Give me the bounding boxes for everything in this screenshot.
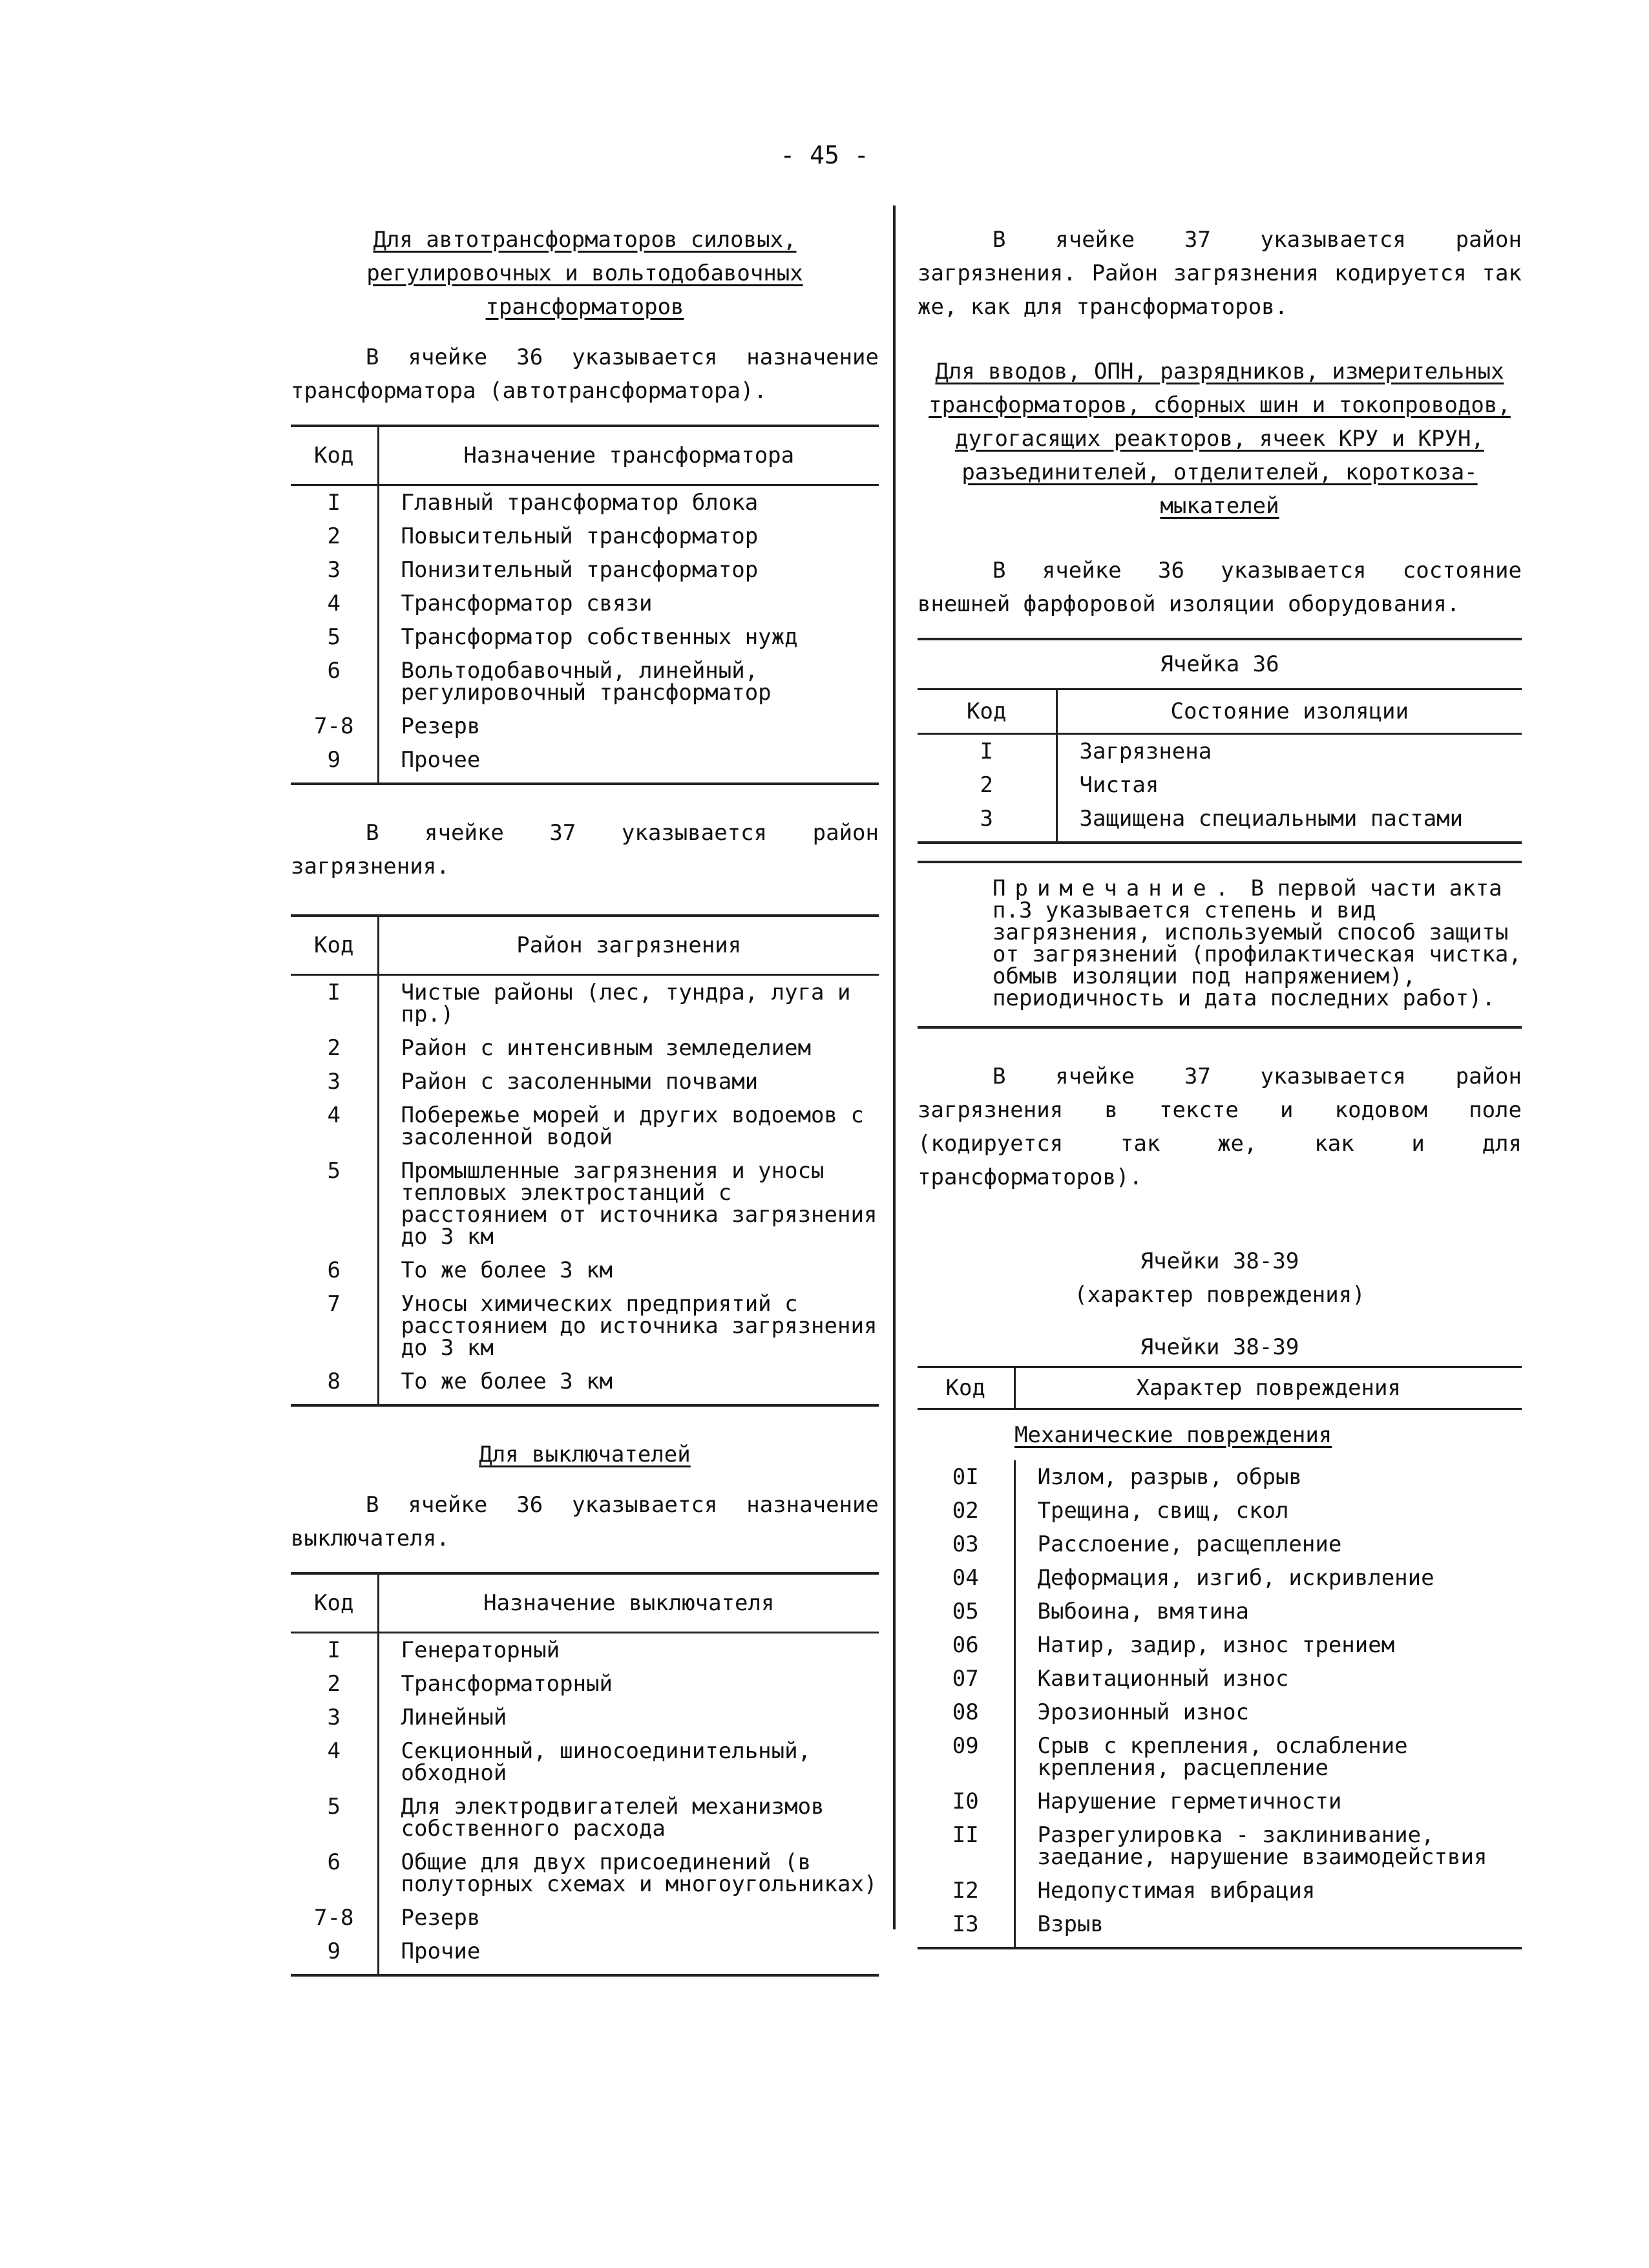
row-description: Прочие [401,1938,481,1964]
row-description: Район с засоленными почвами [401,1069,759,1095]
row-description: Трансформаторный [401,1671,613,1697]
damage-category-mechanical: Механические повреждения [1014,1422,1332,1448]
row-code: 0I [918,1460,1014,1494]
table-row [918,734,1522,769]
cells-38-39-title: Ячейки 38-39 [1140,1248,1299,1274]
row-description: Трансформатор собственных нужд [401,624,798,650]
row-code: 5 [291,1790,378,1845]
column-divider [893,205,896,1929]
row-description: Главный трансформатор блока [401,490,759,516]
heading-line: разъединителей, отделителей, короткоза- [961,459,1478,485]
row-description: Защищена специальными пастами [1079,806,1464,832]
table-caption: Ячейка 36 [918,639,1522,689]
table-row [918,1561,1522,1595]
row-code: II [918,1818,1014,1874]
table-row [291,1845,879,1901]
paragraph-cell37: В ячейке 37 указывается район загрязнения. [291,820,879,879]
row-code: 6 [291,1845,378,1901]
section-heading-equipment [918,355,1522,523]
table-row [291,520,879,553]
note-label: Примечание. [993,876,1238,901]
cells-38-39-subtitle: (характер повреждения) [1074,1282,1365,1308]
row-code: 3 [291,1701,378,1734]
row-code: I [291,485,378,520]
table-row [291,1254,879,1287]
row-code: 09 [918,1729,1014,1785]
table-row [918,1628,1522,1662]
row-code: 08 [918,1696,1014,1729]
row-code: 07 [918,1662,1014,1696]
table-row [291,1031,879,1065]
row-description: Чистая [1079,772,1159,798]
paragraph-cell37-text-field: В ячейке 37 указывается район загрязнения в тексте и кодовом поле (кодируется так же, как и для трансформаторов). [918,1064,1522,1190]
table-row [291,1667,879,1701]
heading-line: Для вводов, ОПН, разрядников, измерительных [935,359,1504,384]
row-code: 04 [918,1561,1014,1595]
row-description: Промышленные загрязнения и уносы тепловых электростанций с расстоянием от источника загрязнения до 3 км [401,1158,877,1250]
column-header-code: Код [918,1367,1014,1409]
heading-line: трансформаторов [485,294,684,320]
row-code: 2 [291,1031,378,1065]
table-row [918,1528,1522,1561]
column-header-code: Код [291,426,378,485]
table-row [291,587,879,620]
row-code: 3 [291,553,378,587]
table-row [918,1595,1522,1628]
row-code: 2 [291,1667,378,1701]
row-description: Срыв с крепления, ослабление крепления, расцепление [1037,1733,1408,1781]
column-header-insulation: Состояние изоляции [1056,689,1522,734]
paragraph-switch-cell36: В ячейке 36 указывается назначение выключателя. [291,1492,879,1551]
row-code: 4 [291,1098,378,1154]
row-code: 6 [291,1254,378,1287]
row-description: Повысительный трансформатор [401,523,759,549]
paragraph-insulation-cell36: В ячейке 36 указывается состояние внешней фарфоровой изоляции оборудования. [918,558,1522,617]
row-description: Секционный, шиносоединительный, обходной [401,1738,812,1786]
row-code: 7 [291,1287,378,1365]
row-description: Прочее [401,747,481,773]
row-description: Трансформатор связи [401,591,653,616]
row-code: I2 [918,1874,1014,1907]
pollution-area-table [291,914,879,1407]
table-row [291,654,879,709]
row-code: I [918,734,1056,769]
row-code: 8 [291,1365,378,1405]
heading-line: трансформаторов, сборных шин и токопроводов, [929,392,1511,418]
column-header-purpose: Назначение трансформатора [378,426,879,485]
column-header-area: Район загрязнения [378,916,879,975]
table-row [291,1065,879,1098]
right-column [918,223,1522,1949]
row-code: I [291,975,378,1032]
row-description: Понизительный трансформатор [401,557,759,583]
table-row [291,743,879,784]
row-description: Резерв [401,713,481,739]
table-row [291,1901,879,1935]
section-heading-switches [291,1438,879,1471]
row-code: I [291,1633,378,1668]
damage-type-table [918,1328,1522,1949]
row-description: Уносы химических предприятий с расстоянием до источника загрязнения до 3 км [401,1291,877,1361]
row-code: 7-8 [291,709,378,743]
row-code: 4 [291,1734,378,1790]
column-header-code: Код [918,689,1056,734]
row-code: 3 [291,1065,378,1098]
row-description: Кавитационный износ [1037,1666,1289,1692]
note-block [918,861,1522,1029]
heading-line: регулировочных и вольтодобавочных [366,260,803,286]
heading-line: Для автотрансформаторов силовых, [373,227,797,253]
row-description: Излом, разрыв, обрыв [1037,1464,1302,1490]
row-description: Натир, задир, износ трением [1037,1632,1395,1658]
row-description: Выбоина, вмятина [1037,1599,1250,1624]
table-row [918,1818,1522,1874]
table-row [291,1633,879,1668]
table-row [291,709,879,743]
row-code: 03 [918,1528,1014,1561]
row-description: Недопустимая вибрация [1037,1878,1316,1904]
row-description: Чистые районы (лес, тундра, луга и пр.) [401,980,851,1027]
table-caption: Ячейки 38-39 [918,1328,1522,1367]
row-description: Загрязнена [1079,739,1212,764]
table-row [291,1790,879,1845]
table-row [918,1785,1522,1818]
table-row [291,1098,879,1154]
row-code: 7-8 [291,1901,378,1935]
row-description: Побережье морей и других водоемов с засоленной водой [401,1102,864,1150]
table-row [291,1154,879,1254]
row-description: То же более 3 км [401,1257,613,1283]
table-row [291,1734,879,1790]
row-description: Деформация, изгиб, искривление [1037,1565,1434,1591]
row-description: Для электродвигателей механизмов собственного расхода [401,1794,824,1842]
table-row [291,975,879,1032]
heading-line: мыкателей [1160,493,1279,519]
row-code: 2 [291,520,378,553]
table-row [291,1935,879,1975]
table-row [291,485,879,520]
table-row [918,1729,1522,1785]
table-row [918,768,1522,802]
paragraph-cell36: В ячейке 36 указывается назначение трансформатора (автотрансформатора). [291,344,879,404]
row-code: 5 [291,1154,378,1254]
page-number: - 45 - [780,141,869,169]
table-row [291,553,879,587]
table-row [291,1287,879,1365]
row-description: Эрозионный износ [1037,1699,1250,1725]
column-header-switch-purpose: Назначение выключателя [378,1573,879,1633]
row-code: 5 [291,620,378,654]
column-header-code: Код [291,916,378,975]
row-description: Район с интенсивным земледелием [401,1035,812,1061]
row-description: Расслоение, расщепление [1037,1531,1342,1557]
row-description: Трещина, свищ, скол [1037,1498,1289,1524]
row-code: 2 [918,768,1056,802]
row-description: Вольтодобавочный, линейный, регулировочный трансформатор [401,658,772,706]
note-text: В первой части акта п.3 указывается степень и вид загрязнения, используемый способ защиты от загрязнений (профилактическая чистка, обмыв изоляции под напряжением), периодичность и дата последних работ). [993,876,1522,1011]
table-row [918,1696,1522,1729]
table-row [291,620,879,654]
row-code: I3 [918,1907,1014,1948]
row-description: Генераторный [401,1637,560,1663]
row-code: I0 [918,1785,1014,1818]
table-row [918,1662,1522,1696]
column-header-code: Код [291,1573,378,1633]
left-column [291,223,879,1977]
heading-line: дугогасящих реакторов, ячеек КРУ и КРУН, [955,426,1484,452]
row-code: 06 [918,1628,1014,1662]
table-row [291,1701,879,1734]
table-row [918,1460,1522,1494]
table-row [291,1365,879,1405]
row-code: 4 [291,587,378,620]
row-code: 05 [918,1595,1014,1628]
row-code: 02 [918,1494,1014,1528]
transformer-purpose-table [291,425,879,785]
row-code: 9 [291,743,378,784]
table-row [918,1494,1522,1528]
heading-line: Для выключателей [479,1442,691,1467]
row-description: Линейный [401,1705,507,1730]
row-description: Резерв [401,1905,481,1931]
row-code: 6 [291,654,378,709]
paragraph-cell37-reference: В ячейке 37 указывается район загрязнения. Район загрязнения кодируется так же, как для трансформаторов. [918,227,1522,320]
row-description: Общие для двух присоединений (в полуторных схемах и многоугольниках) [401,1849,877,1897]
row-code: 9 [291,1935,378,1975]
insulation-state-table [918,638,1522,844]
column-header-damage: Характер повреждения [1014,1367,1522,1409]
row-description: Нарушение герметичности [1037,1789,1342,1814]
row-description: То же более 3 км [401,1369,613,1394]
table-row [918,1874,1522,1907]
table-row [918,802,1522,843]
row-description: Разрегулировка - заклинивание, заедание, нарушение взаимодействия [1037,1822,1487,1870]
row-description: Взрыв [1037,1911,1104,1937]
switch-purpose-table [291,1572,879,1977]
table-row [918,1907,1522,1948]
row-code: 3 [918,802,1056,843]
section-heading-autotransformers [291,223,879,324]
